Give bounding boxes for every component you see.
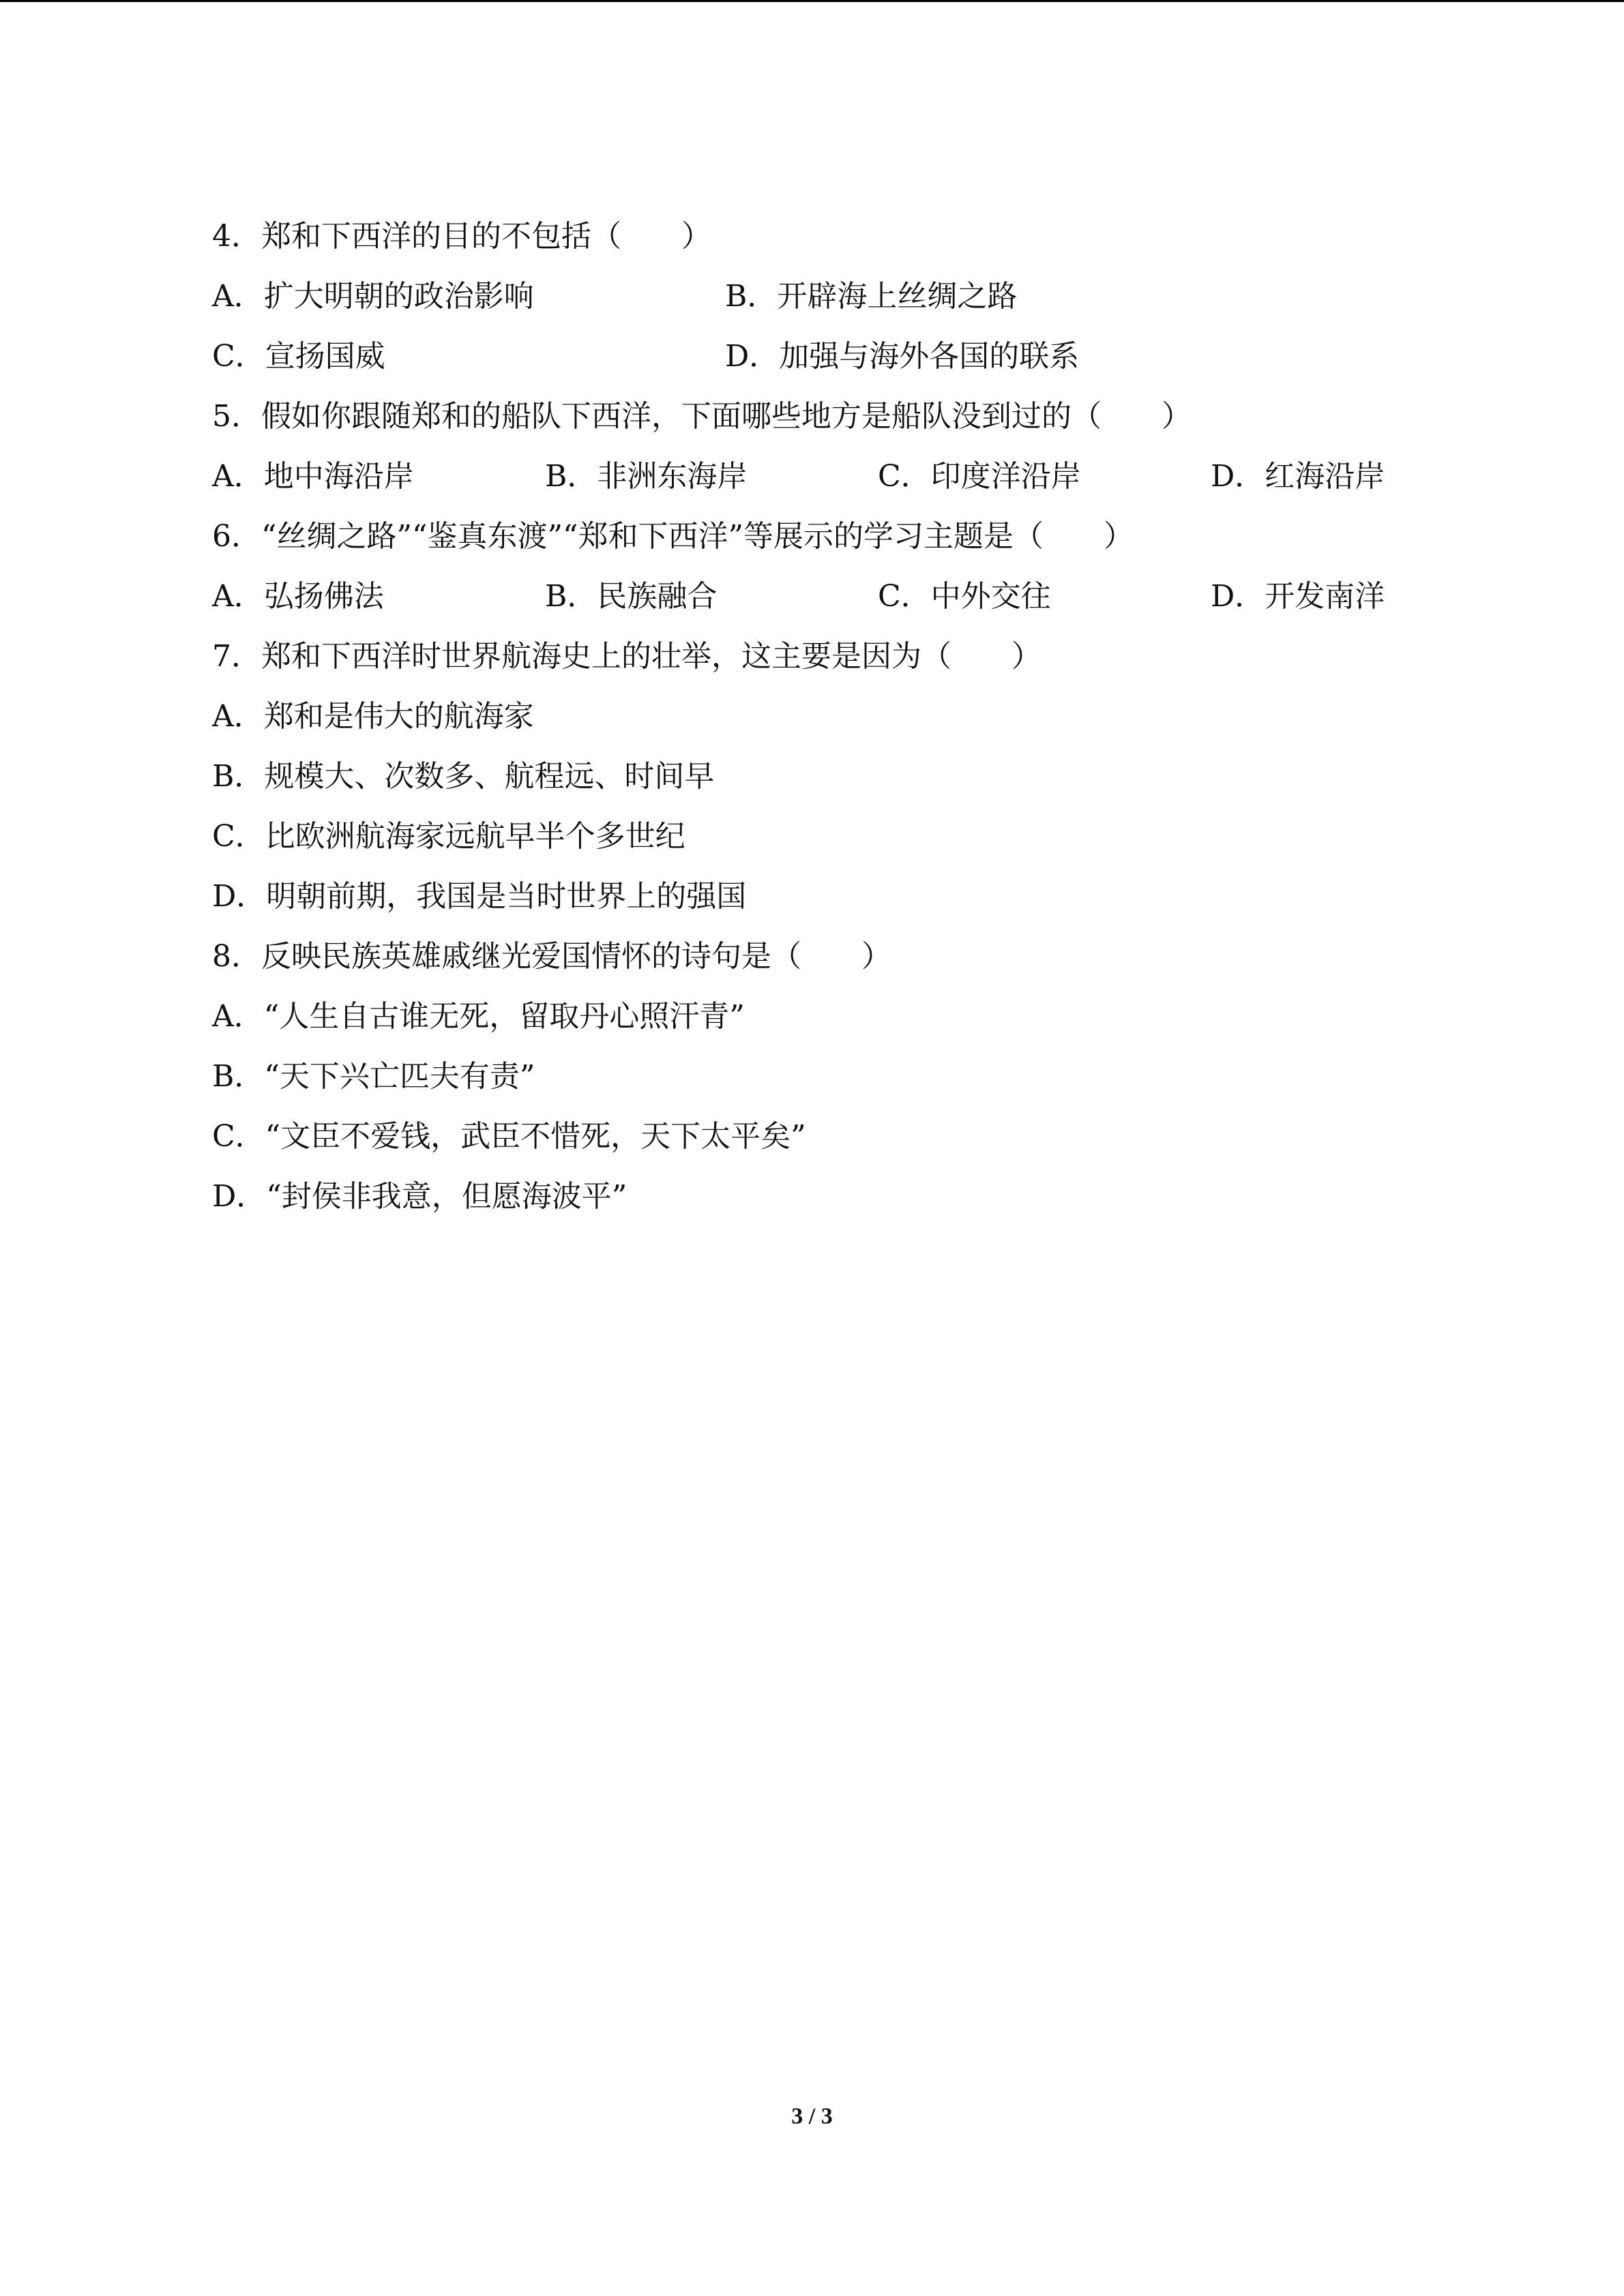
question-5-options (212, 458, 1440, 518)
question-4-options-row-1 (212, 278, 1440, 338)
question-7-option-c: C．比欧洲航海家远航早半个多世纪 (212, 819, 685, 854)
question-4-option-a: A．扩大明朝的政治影响 (212, 279, 534, 314)
question-7-option-b: B．规模大、次数多、航程远、时间早 (212, 759, 715, 794)
question-7-option-a: A．郑和是伟大的航海家 (212, 699, 534, 734)
question-list (212, 218, 1440, 1238)
question-8-option-b: B．“天下兴亡匹夫有责” (212, 1059, 535, 1094)
question-6-options (212, 578, 1440, 638)
question-8-option-c: C．“文臣不爱钱，武臣不惜死，天下太平矣” (212, 1119, 806, 1154)
question-4-option-d: D．加强与海外各国的联系 (725, 339, 1080, 374)
question-6-option-c: C．中外交往 (878, 579, 1051, 614)
question-5-stem: 5．假如你跟随郑和的船队下西洋，下面哪些地方是船队没到过的（ ） (212, 399, 1192, 434)
question-5-option-a: A．地中海沿岸 (212, 459, 414, 494)
question-4-option-c: C．宣扬国威 (212, 339, 385, 374)
question-8-option-d: D．“封侯非我意，但愿海波平” (212, 1179, 628, 1214)
question-7-stem: 7．郑和下西洋时世界航海史上的壮举，这主要是因为（ ） (212, 639, 1042, 674)
question-6-option-b: B．民族融合 (545, 579, 718, 614)
question-5-option-b: B．非洲东海岸 (545, 459, 748, 494)
page-number: 3 / 3 (791, 2104, 833, 2129)
question-6-option-a: A．弘扬佛法 (212, 579, 384, 614)
question-6-stem: 6．“丝绸之路”“鉴真东渡”“郑和下西洋”等展示的学习主题是（ ） (212, 519, 1134, 554)
question-4-option-b: B．开辟海上丝绸之路 (725, 279, 1018, 314)
question-4-stem: 4．郑和下西洋的目的不包括（ ） (212, 219, 711, 254)
question-7-option-d: D．明朝前期，我国是当时世界上的强国 (212, 879, 747, 914)
question-5-option-d: D．红海沿岸 (1211, 459, 1385, 494)
question-8-stem: 8．反映民族英雄戚继光爱国情怀的诗句是（ ） (212, 939, 891, 974)
question-5-option-c: C．印度洋沿岸 (878, 459, 1081, 494)
question-6-option-d: D．开发南洋 (1211, 579, 1385, 614)
question-8-option-a: A．“人生自古谁无死，留取丹心照汗青” (212, 999, 745, 1034)
question-4-options-row-2 (212, 338, 1440, 398)
